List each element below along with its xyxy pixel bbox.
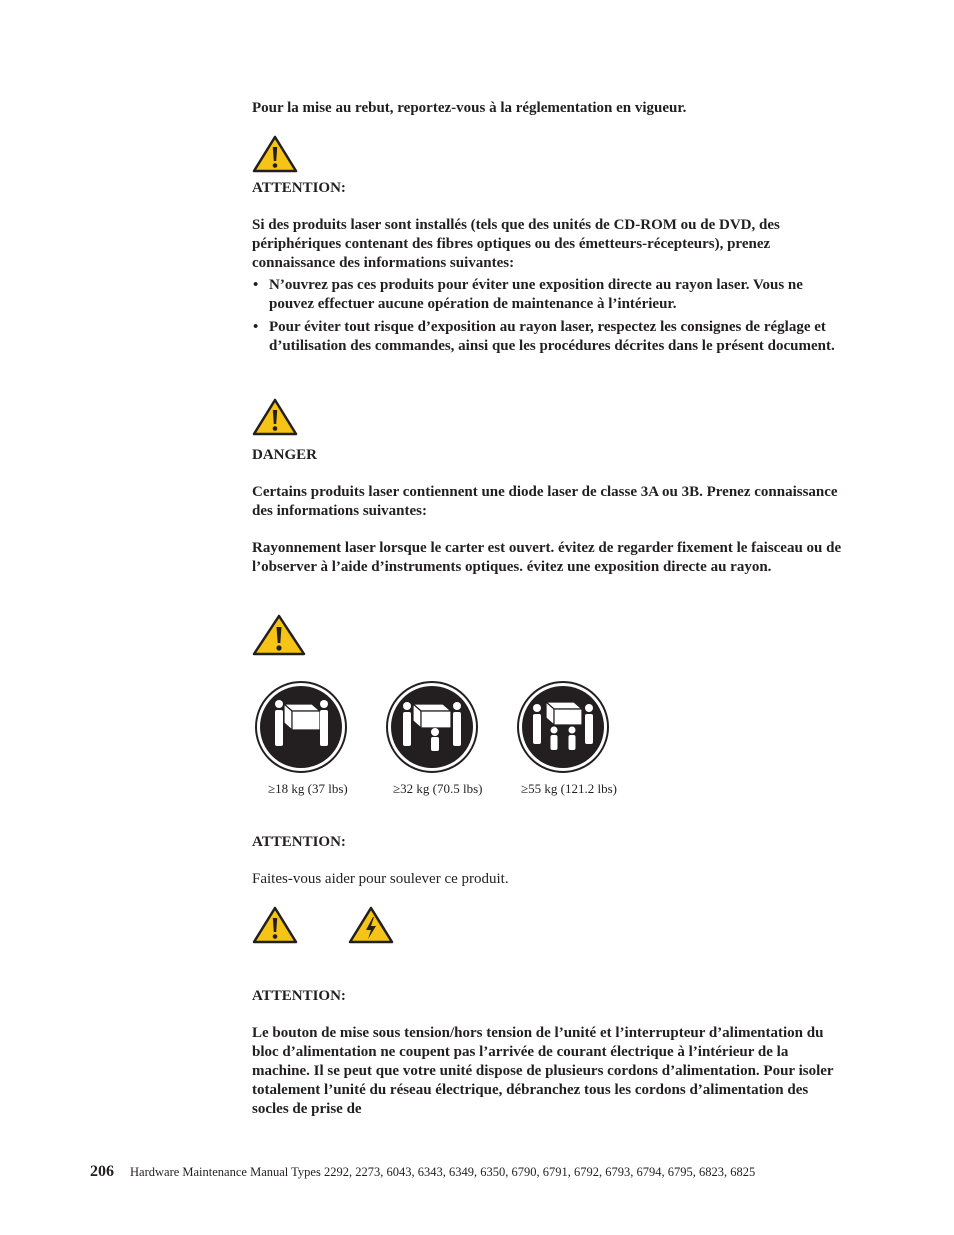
caution-laser-intro: Si des produits laser sont installés (tels que des unités de CD-ROM ou de DVD, des périphériques contenant des fibres optiques ou des émetteurs-récepteurs), prenez connaissance des informations suivantes:	[252, 217, 780, 271]
warning-triangle-icon	[252, 906, 298, 944]
lift-weight-label: ≥18 kg (37 lbs)	[268, 781, 348, 796]
power-text: Le bouton de mise sous tension/hors tension de l’unité et l’interrupteur d’alimentation du bloc d’alimentation ne coupent pas l’arrivée de courant électrique à l’intérieur de la machine. Il se peut que votre unité dispose de plusieurs cordons d’alimentation. Pour isoler totalement l’unité du réseau électrique, débranchez tous les cordons d’alimentation des socles de prise de	[252, 1025, 834, 1117]
page-footer	[90, 1163, 755, 1181]
footer-title: Hardware Maintenance Manual Types 2292, 2273, 6043, 6343, 6349, 6350, 6790, 6791, 6792, 6793, 6794, 6795, 6823, 6825	[130, 1165, 756, 1179]
electrical-hazard-icon	[348, 906, 394, 944]
caution-laser-heading: ATTENTION:	[252, 180, 346, 196]
bullet-marker: •	[253, 277, 259, 293]
danger-heading: DANGER	[252, 447, 318, 463]
warning-triangle-icon	[252, 614, 306, 656]
list-item	[252, 318, 842, 356]
lift-four-people-icon	[516, 680, 610, 774]
warning-triangle-icon	[252, 398, 298, 436]
power-heading: ATTENTION:	[252, 988, 346, 1004]
lift-three-people-icon	[385, 680, 479, 774]
bullet-marker: •	[253, 319, 259, 335]
disposal-note: Pour la mise au rebut, reportez-vous à la réglementation en vigueur.	[252, 100, 687, 116]
lifting-text: Faites-vous aider pour soulever ce produit.	[252, 871, 509, 887]
page-number: 206	[90, 1163, 114, 1180]
danger-para-1: Certains produits laser contiennent une diode laser de classe 3A ou 3B. Prenez connaissance des informations suivantes:	[252, 484, 838, 519]
lifting-heading: ATTENTION:	[252, 834, 346, 850]
bullet-text: Pour éviter tout risque d’exposition au rayon laser, respectez les consignes de réglage et d’utilisation des commandes, ainsi que les procédures décrites dans le présent document.	[269, 319, 835, 354]
lift-weight-label: ≥32 kg (70.5 lbs)	[393, 781, 483, 796]
lift-weight-label: ≥55 kg (121.2 lbs)	[521, 781, 617, 796]
warning-triangle-icon	[252, 135, 298, 173]
list-item	[252, 276, 842, 314]
bullet-text: N’ouvrez pas ces produits pour éviter une exposition directe au rayon laser. Vous ne pouvez effectuer aucune opération de maintenance à l’intérieur.	[269, 277, 803, 312]
danger-para-2: Rayonnement laser lorsque le carter est ouvert. évitez de regarder fixement le faisceau ou de l’observer à l’aide d’instruments optiques. évitez une exposition directe au rayon.	[252, 540, 842, 575]
lift-two-people-icon	[254, 680, 348, 774]
caution-laser-bullets	[252, 276, 842, 360]
